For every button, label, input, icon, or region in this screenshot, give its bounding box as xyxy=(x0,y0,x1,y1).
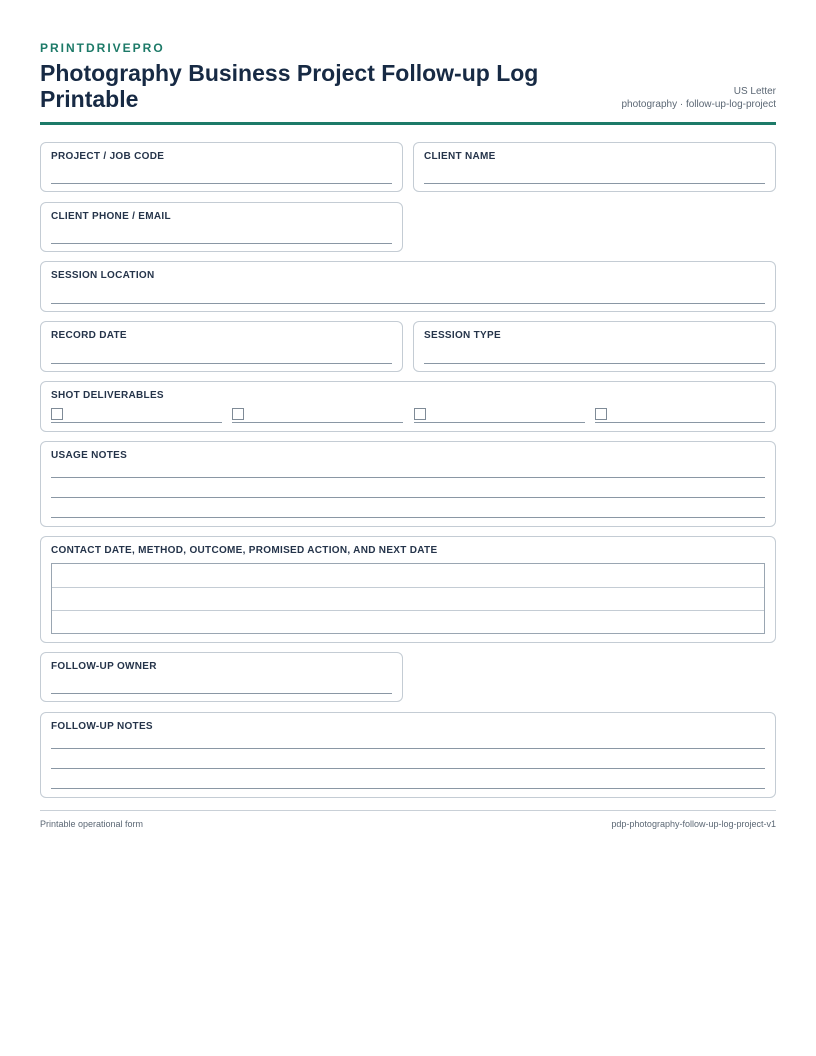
deliverable-line[interactable] xyxy=(232,422,403,423)
client-name-field[interactable] xyxy=(413,142,776,192)
client-contact-field[interactable] xyxy=(40,202,403,252)
followup-notes-line[interactable] xyxy=(51,748,765,749)
usage-notes-field[interactable] xyxy=(40,441,776,527)
deliverable-checkbox[interactable] xyxy=(51,408,63,420)
deliverable-checkbox[interactable] xyxy=(232,408,244,420)
form-slug: photography · follow-up-log-project xyxy=(621,99,776,110)
followup-owner-field[interactable] xyxy=(40,652,403,702)
contact-log-field xyxy=(40,536,776,643)
footer-rule xyxy=(40,810,776,811)
followup-notes-line[interactable] xyxy=(51,768,765,769)
usage-notes-label: USAGE NOTES xyxy=(51,450,128,461)
session-type-field[interactable] xyxy=(413,321,776,372)
footer-left: Printable operational form xyxy=(40,819,144,829)
page-meta xyxy=(621,85,776,111)
record-date-field[interactable] xyxy=(40,321,403,372)
brand-name: PRINTDRIVEPRO xyxy=(40,41,165,55)
record-date-line[interactable] xyxy=(51,363,392,364)
session-type-line[interactable] xyxy=(424,363,765,364)
shot-deliverables-label: SHOT DELIVERABLES xyxy=(51,390,164,401)
client-contact-label: CLIENT PHONE / EMAIL xyxy=(51,211,171,222)
followup-notes-line[interactable] xyxy=(51,788,765,789)
project-code-label: PROJECT / JOB CODE xyxy=(51,151,165,162)
session-location-line[interactable] xyxy=(51,303,765,304)
contact-log-table[interactable] xyxy=(51,563,765,634)
header-rule xyxy=(40,122,776,125)
contact-log-label: CONTACT DATE, METHOD, OUTCOME, PROMISED ACTION, AND NEXT DATE xyxy=(51,545,438,556)
paper-size: US Letter xyxy=(733,86,776,97)
usage-notes-line[interactable] xyxy=(51,477,765,478)
shot-deliverables-field xyxy=(40,381,776,432)
followup-notes-label: FOLLOW-UP NOTES xyxy=(51,721,153,732)
deliverable-checkbox[interactable] xyxy=(595,408,607,420)
client-name-line[interactable] xyxy=(424,183,765,184)
session-location-label: SESSION LOCATION xyxy=(51,270,155,281)
deliverable-line[interactable] xyxy=(414,422,585,423)
session-location-field[interactable] xyxy=(40,261,776,312)
followup-owner-label: FOLLOW-UP OWNER xyxy=(51,661,157,672)
client-name-label: CLIENT NAME xyxy=(424,151,496,162)
table-row-divider xyxy=(52,587,764,588)
usage-notes-line[interactable] xyxy=(51,497,765,498)
deliverable-checkbox[interactable] xyxy=(414,408,426,420)
followup-notes-field[interactable] xyxy=(40,712,776,798)
project-code-field[interactable] xyxy=(40,142,403,192)
usage-notes-line[interactable] xyxy=(51,517,765,518)
record-date-label: RECORD DATE xyxy=(51,330,127,341)
followup-owner-line[interactable] xyxy=(51,693,392,694)
client-contact-line[interactable] xyxy=(51,243,392,244)
footer-right: pdp-photography-follow-up-log-project-v1 xyxy=(611,819,776,829)
page-title: Photography Business Project Follow-up Log Printable xyxy=(40,60,539,112)
deliverable-line[interactable] xyxy=(595,422,765,423)
deliverable-line[interactable] xyxy=(51,422,222,423)
session-type-label: SESSION TYPE xyxy=(424,330,501,341)
project-code-line[interactable] xyxy=(51,183,392,184)
table-row-divider xyxy=(52,610,764,611)
